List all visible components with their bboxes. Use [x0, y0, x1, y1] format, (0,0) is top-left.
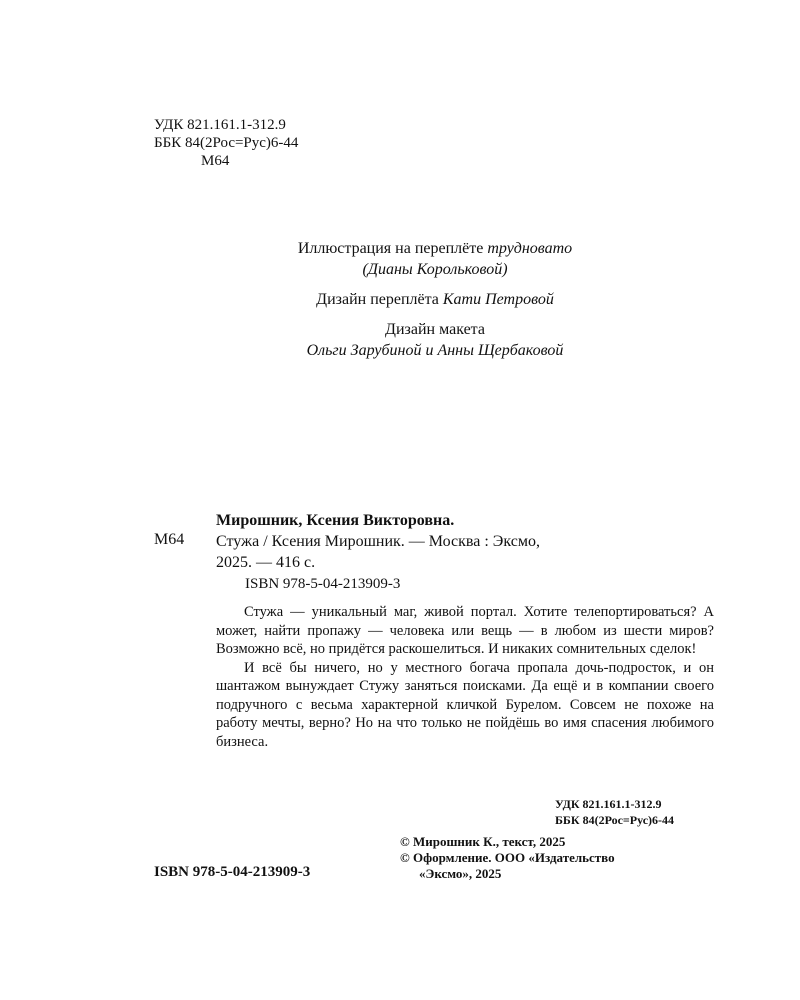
copyright-block — [400, 834, 615, 882]
illustrator-name-2: (Дианы Корольковой) — [362, 261, 508, 278]
bbk-code: ББК 84(2Рос=Рус)6-44 — [154, 135, 299, 151]
cover-design-credit — [0, 289, 800, 310]
author-mark: М64 — [201, 153, 230, 169]
bibliography-isbn: ISBN 978-5-04-213909-3 — [245, 576, 401, 592]
layout-design-prefix: Дизайн макета — [385, 321, 485, 338]
annotation-paragraph-2: И всё бы ничего, но у местного богача пропала дочь-подросток, и он шантажом вынуждает Стужу заняться поисками. Да ещё и в компании своего подручного с весьма характерной кличкой Бурелом. Совсем не похоже на работу мечты, верно? Но на что только не пойдёшь во имя спасения любимого бизнеса. — [216, 659, 714, 750]
classification-bottom — [555, 796, 674, 828]
illustration-credit — [0, 238, 800, 259]
udk-code: УДК 821.161.1-312.9 — [154, 117, 286, 133]
illustrator-name-1: трудновато — [487, 240, 573, 257]
bibliography-author-mark: М64 — [154, 531, 185, 548]
cover-design-prefix: Дизайн переплёта — [316, 291, 439, 308]
classification-block — [154, 116, 298, 170]
bbk-code-bottom: ББК 84(2Рос=Рус)6-44 — [555, 813, 675, 827]
bibliography-block — [216, 510, 716, 573]
udk-code-bottom: УДК 821.161.1-312.9 — [555, 797, 662, 811]
illustration-credit-line-2 — [0, 259, 800, 280]
annotation — [216, 603, 714, 751]
isbn-bottom: ISBN 978-5-04-213909-3 — [154, 864, 311, 880]
layout-designer-names: Ольги Зарубиной и Анны Щербаковой — [306, 342, 564, 359]
credits-block — [0, 238, 800, 361]
illustration-prefix: Иллюстрация на переплёте — [297, 240, 484, 257]
layout-design-names-line — [0, 340, 800, 361]
copyright-text: © Мирошник К., текст, 2025 — [400, 834, 566, 849]
copyright-design-line-1: © Оформление. ООО «Издательство — [400, 850, 615, 865]
cover-designer-name: Кати Петровой — [442, 291, 554, 308]
bibliography-title-line-2: 2025. — 416 с. — [216, 554, 316, 571]
bibliography-author: Мирошник, Ксения Викторовна. — [216, 512, 455, 529]
bibliography-title-line-1: Стужа / Ксения Мирошник. — Москва : Эксмо, — [216, 533, 540, 550]
annotation-paragraph-1: Стужа — уникальный маг, живой портал. Хотите телепортироваться? А может, найти пропажу — человека или вещь — в любом из шести миров? Возможно всё, но придётся раскошелиться. И никаких сомнительных сделок! — [216, 604, 714, 657]
copyright-design-line-2: «Эксмо», 2025 — [419, 866, 502, 881]
